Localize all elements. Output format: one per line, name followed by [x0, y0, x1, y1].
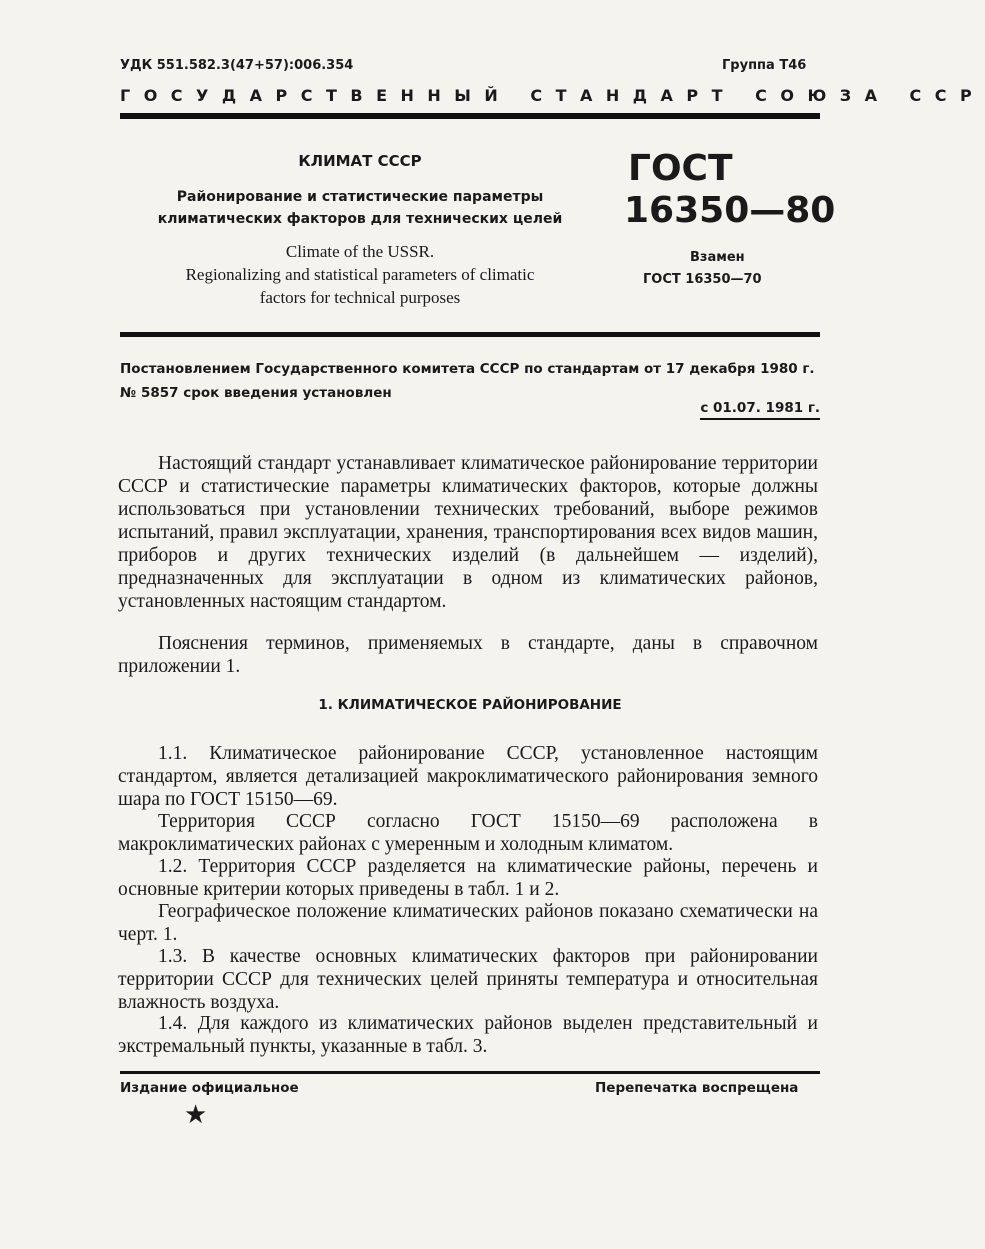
- title-en-line1: Climate of the USSR.: [285, 242, 435, 261]
- title-en-line3: factors for technical purposes: [259, 288, 461, 307]
- title-en: [140, 240, 580, 309]
- paragraph-1-4-text: 1.4. Для каждого из климатических районов выделен представительный и экстремальный пункты, указанные в табл. 3.: [118, 1013, 818, 1057]
- paragraph-geography-text: Географическое положение климатических районов показано схематически на черт. 1.: [118, 901, 818, 945]
- footer-rule: [120, 1071, 820, 1074]
- paragraph-1-1-text: 1.1. Климатическое районирование СССР, установленное настоящим стандартом, является детализацией макроклиматического районирования земного шара по ГОСТ 15150—69.: [118, 743, 818, 810]
- paragraph-1-3: [118, 945, 818, 1014]
- paragraph-geography: [118, 900, 818, 946]
- title-en-line2: Regionalizing and statistical parameters of climatic: [185, 265, 535, 284]
- paragraph-1-3-text: 1.3. В качестве основных климатических факторов при районировании территории СССР для технических целей приняты температура и относительная влажность воздуха.: [118, 946, 818, 1013]
- paragraph-terms-text: Пояснения терминов, применяемых в стандарте, даны в справочном приложении 1.: [118, 633, 818, 677]
- effective-date: с 01.07. 1981 г.: [700, 400, 820, 420]
- reprint-prohibited-note: Перепечатка воспрещена: [595, 1080, 799, 1096]
- paragraph-1-2: [118, 855, 818, 901]
- replaces-label: Взамен: [690, 250, 745, 265]
- gost-number: 16350—80: [624, 190, 836, 231]
- title-ru: КЛИМАТ СССР: [298, 152, 422, 170]
- subtitle-ru: Районирование и статистические параметры климатических факторов для технических целей: [157, 189, 563, 227]
- paragraph-territory: [118, 810, 818, 856]
- replaces-value: ГОСТ 16350—70: [643, 272, 762, 287]
- header-rule: [120, 332, 820, 337]
- gost-label: ГОСТ: [628, 148, 733, 189]
- paragraph-scope: [118, 452, 818, 613]
- paragraph-territory-text: Территория СССР согласно ГОСТ 15150—69 расположена в макроклиматических районах с умеренным и холодным климатом.: [118, 811, 818, 855]
- state-standard-heading: ГОСУДАРСТВЕННЫЙ СТАНДАРТ СОЮЗА ССР: [120, 86, 985, 105]
- paragraph-1-1: [118, 742, 818, 811]
- paragraph-1-4: [118, 1012, 818, 1058]
- section-1-title: 1. КЛИМАТИЧЕСКОЕ РАЙОНИРОВАНИЕ: [318, 697, 622, 713]
- group-code: Группа Т46: [722, 58, 807, 73]
- paragraph-scope-text: Настоящий стандарт устанавливает климатическое районирование территории СССР и статистические параметры климатических факторов, которые должны использоваться при установлении технических требований, выборе режимов испытаний, правил эксплуатации, хранения, транспортирования всех видов машин, приборов и других технических изделий (в дальнейшем — изделий), предназначенных для эксплуатации в одном из климатических районов, установленных настоящим стандартом.: [118, 453, 818, 612]
- udk-code: УДК 551.582.3(47+57):006.354: [120, 58, 354, 73]
- star-icon: ★: [184, 1100, 208, 1129]
- top-rule: [120, 113, 820, 119]
- paragraph-1-2-text: 1.2. Территория СССР разделяется на климатические районы, перечень и основные критерии которых приведены в табл. 1 и 2.: [118, 856, 818, 900]
- decree-text: Постановлением Государственного комитета СССР по стандартам от 17 декабря 1980 г. № 5857 срок введения установлен: [120, 361, 815, 401]
- official-edition-note: Издание официальное: [120, 1080, 299, 1096]
- paragraph-terms: [118, 632, 818, 678]
